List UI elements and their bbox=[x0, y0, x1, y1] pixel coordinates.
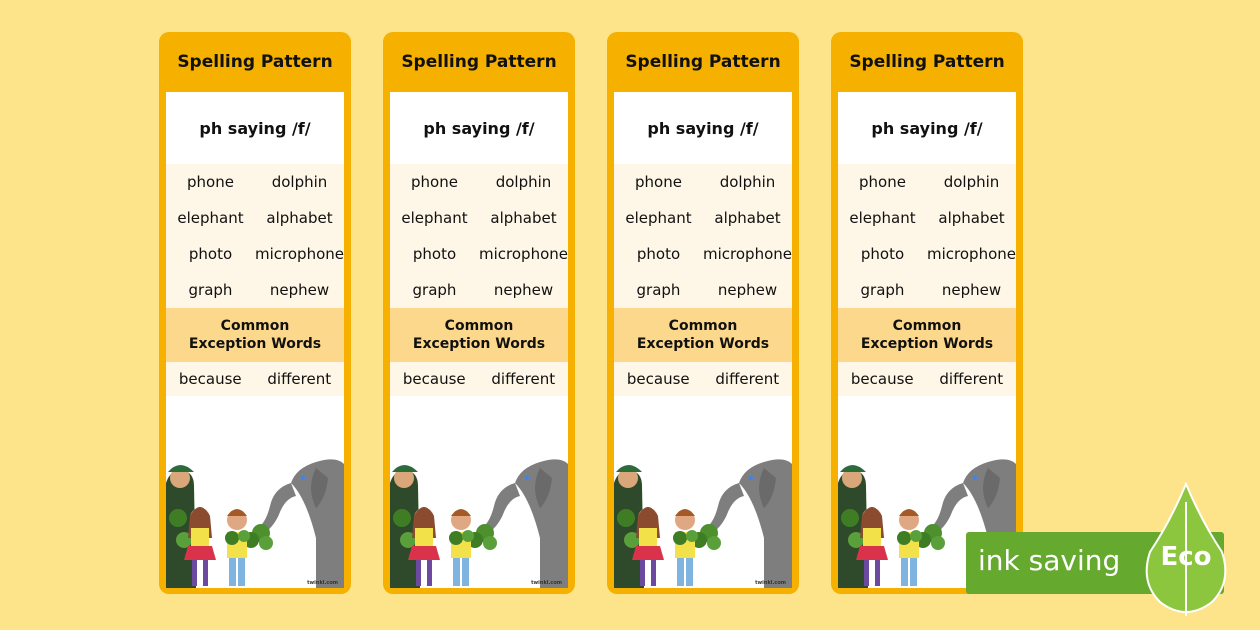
exception-word: because bbox=[402, 370, 466, 388]
word: photo bbox=[636, 245, 681, 263]
zookeeper-children-elephant-illustration bbox=[166, 428, 344, 588]
word: photo bbox=[860, 245, 905, 263]
exception-word: because bbox=[178, 370, 242, 388]
word: alphabet bbox=[938, 209, 1005, 227]
word: dolphin bbox=[943, 173, 1000, 191]
credit-text: twinkl.com bbox=[531, 580, 562, 586]
word: alphabet bbox=[490, 209, 557, 227]
word: graph bbox=[412, 281, 457, 299]
spelling-pattern: ph saying /f/ bbox=[423, 118, 535, 138]
word: alphabet bbox=[266, 209, 333, 227]
bookmark-body bbox=[838, 92, 1016, 588]
exception-title bbox=[838, 308, 1016, 362]
spelling-pattern: ph saying /f/ bbox=[871, 118, 983, 138]
exception-title bbox=[390, 308, 568, 362]
exception-title-line-1: Common bbox=[444, 318, 514, 334]
exception-words bbox=[614, 362, 792, 396]
spelling-pattern: ph saying /f/ bbox=[647, 118, 759, 138]
exception-title bbox=[614, 308, 792, 362]
word: photo bbox=[412, 245, 457, 263]
exception-word: different bbox=[715, 370, 780, 388]
word: dolphin bbox=[495, 173, 552, 191]
word: elephant bbox=[625, 209, 692, 227]
exception-word: different bbox=[267, 370, 332, 388]
word: dolphin bbox=[271, 173, 328, 191]
word: dolphin bbox=[719, 173, 776, 191]
bookmark-title: Spelling Pattern bbox=[177, 52, 333, 72]
exception-title-line-1: Common bbox=[220, 318, 290, 334]
bookmark-title: Spelling Pattern bbox=[625, 52, 781, 72]
exception-words bbox=[166, 362, 344, 396]
bookmark-body bbox=[166, 92, 344, 588]
bookmark-body bbox=[614, 92, 792, 588]
word: elephant bbox=[849, 209, 916, 227]
word: phone bbox=[411, 173, 458, 191]
exception-words bbox=[838, 362, 1016, 396]
zookeeper-children-elephant-illustration bbox=[614, 428, 792, 588]
exception-words bbox=[390, 362, 568, 396]
exception-title-line-1: Common bbox=[668, 318, 738, 334]
word: elephant bbox=[401, 209, 468, 227]
word: phone bbox=[859, 173, 906, 191]
word: nephew bbox=[717, 281, 778, 299]
exception-title-line-2: Exception Words bbox=[188, 336, 322, 352]
word: microphone bbox=[479, 245, 568, 263]
exception-word: different bbox=[939, 370, 1004, 388]
exception-title bbox=[166, 308, 344, 362]
bookmark-title: Spelling Pattern bbox=[849, 52, 1005, 72]
spelling-pattern: ph saying /f/ bbox=[199, 118, 311, 138]
word: nephew bbox=[269, 281, 330, 299]
credit-text: twinkl.com bbox=[755, 580, 786, 586]
word: phone bbox=[635, 173, 682, 191]
bookmark-4 bbox=[831, 32, 1023, 594]
bookmark-body bbox=[390, 92, 568, 588]
word: microphone bbox=[927, 245, 1016, 263]
word: microphone bbox=[703, 245, 792, 263]
bookmark-1 bbox=[159, 32, 351, 594]
word: graph bbox=[636, 281, 681, 299]
word-list bbox=[390, 164, 568, 308]
word: nephew bbox=[941, 281, 1002, 299]
exception-title-line-2: Exception Words bbox=[860, 336, 994, 352]
word: graph bbox=[188, 281, 233, 299]
word: microphone bbox=[255, 245, 344, 263]
word: alphabet bbox=[714, 209, 781, 227]
word: phone bbox=[187, 173, 234, 191]
exception-title-line-1: Common bbox=[892, 318, 962, 334]
word: graph bbox=[860, 281, 905, 299]
ink-saving-text: ink saving bbox=[978, 544, 1121, 577]
word-list bbox=[166, 164, 344, 308]
word: elephant bbox=[177, 209, 244, 227]
word: nephew bbox=[493, 281, 554, 299]
exception-title-line-2: Exception Words bbox=[412, 336, 546, 352]
exception-word: different bbox=[491, 370, 556, 388]
word-list bbox=[838, 164, 1016, 308]
bookmark-2 bbox=[383, 32, 575, 594]
exception-word: because bbox=[626, 370, 690, 388]
credit-text: twinkl.com bbox=[307, 580, 338, 586]
word-list bbox=[614, 164, 792, 308]
zookeeper-children-elephant-illustration bbox=[390, 428, 568, 588]
word: photo bbox=[188, 245, 233, 263]
exception-word: because bbox=[850, 370, 914, 388]
exception-title-line-2: Exception Words bbox=[636, 336, 770, 352]
bookmark-3 bbox=[607, 32, 799, 594]
bookmark-title: Spelling Pattern bbox=[401, 52, 557, 72]
eco-label: Eco bbox=[1160, 542, 1212, 572]
